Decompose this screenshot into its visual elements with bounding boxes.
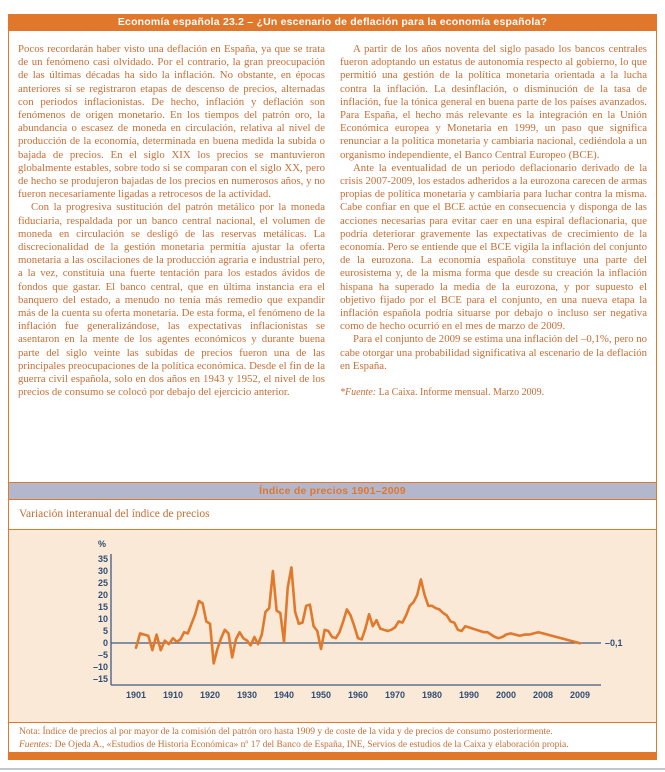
axis-tick-label: 25: [97, 578, 108, 588]
axis-tick-label: 0: [102, 638, 108, 648]
axis-tick-label: 1960: [347, 690, 369, 700]
axis-tick-label: 1940: [273, 690, 295, 700]
note-text: Nota: Índice de precios al por mayor de la comisión del patrón oro hasta 1909 y de coste de la vida y de precios de consumo posteriormente.: [19, 727, 553, 737]
figure-note-line: [19, 726, 646, 739]
axis-tick-label: 1910: [162, 690, 184, 700]
axis-tick-label: 1980: [421, 690, 443, 700]
price-index-chart: [9, 530, 656, 723]
sources-text: De Ojeda A., «Estudios de Historia Económica» nº 17 del Banco de España, INE, Servios de estudios de la Caixa y elaboración propia.: [52, 739, 569, 750]
axis-tick-label: 1990: [458, 690, 480, 700]
page-title: Economía española 23.2 – ¿Un escenario de deflación para la economía española?: [117, 16, 548, 28]
article-paragraph: A partir de los años noventa del siglo pasado los bancos centrales fueron adoptando un estatus de autonomía respecto al gobierno, lo que permitió una gestión de la política monetaria orientada a la lucha contra la inflación. La desinflación, o disminución de la tasa de inflación, fue la tónica general en buena parte de los países avanzados. Para España, el hecho más relevante es la integración en la Unión Económica europea y Monetaria en 1999, un paso que significa renunciar a la política monetaria y cambiaria nacional, cediéndola a un organismo independiente, el Banco Central Europeo (BCE).: [340, 43, 647, 161]
axis-tick-label: 1920: [199, 690, 221, 700]
axis-tick-label: 2009: [569, 690, 591, 700]
axis-tick-label: –15: [92, 674, 108, 684]
axis-tick-label: –10: [92, 662, 108, 672]
axis-tick-label: 2008: [532, 690, 554, 700]
axis-tick-label: 1930: [236, 690, 258, 700]
axis-tick-label: –5: [97, 650, 108, 660]
article-column-right: [340, 43, 647, 482]
article-paragraph: Para el conjunto de 2009 se estima una inflación del –0,1%, pero no cabe otorgar una probabilidad significativa al escenario de la deflación en España.: [340, 333, 647, 372]
article-paragraph: Pocos recordarán haber visto una deflación en España, ya que se trata de un fenómeno casi olvidado. Por el contrario, la gran preocupación de las últimas décadas ha sido la inflación. No obstante, en épocas anteriores sí se registraron etapas de descenso de precios, alternadas con periodos inflacionistas. De hecho, inflación y deflación son fenómenos de origen monetario. En los tiempos del patrón oro, la abundancia o escasez de moneda en circulación, relativa al nivel de producción de la economía, determinada en buena medida la subida o bajada de precios. En el siglo XIX los precios se mantuvieron globalmente estables, sobre todo si se comparan con el siglo XX, pero de hecho se produjeron bajadas de los precios en numerosos años, y no fueron necesariamente ligadas a retrocesos de la actividad.: [18, 43, 325, 201]
price-index-chart-svg: [9, 530, 658, 722]
axis-tick-label: 30: [97, 566, 108, 576]
inflation-line: [136, 567, 580, 663]
axis-tick-label: 1901: [125, 690, 147, 700]
footnote-label: *Fuente:: [340, 387, 377, 399]
article-column-left: [18, 43, 325, 482]
axis-tick-label: 5: [102, 626, 108, 636]
article-body: [9, 31, 656, 482]
axis-tick-label: 1970: [384, 690, 406, 700]
last-value-annotation: –0,1: [605, 638, 623, 649]
axis-tick-label: %: [97, 539, 106, 549]
figure-notes: [9, 723, 656, 752]
figure-subtitle: Variación interanual del índice de precios: [9, 500, 656, 530]
sources-label: Fuentes:: [19, 739, 53, 750]
axis-tick-label: 20: [97, 590, 108, 600]
box-frame: [8, 14, 657, 760]
footnote-text: La Caixa. Informe mensual. Marzo 2009.: [376, 387, 545, 399]
page-edge-line: [0, 768, 665, 770]
axis-tick-label: 10: [97, 614, 108, 624]
figure-title-bar: [9, 482, 656, 500]
bottom-orange-strip: [9, 752, 656, 760]
figure-title: Índice de precios 1901–2009: [259, 485, 406, 497]
article-paragraph: Ante la eventualidad de un periodo deflacionario derivado de la crisis 2007-2009, los estados adheridos a la eurozona carecen de armas propias de política monetaria y cambiaria para luchar contra la misma. Cabe confiar en que el BCE actúe en consecuencia y disponga de las acciones necesarias para evitar caer en una espiral deflacionaria, que podría deteriorar gravemente las expectativas de crecimiento de la economía. Pero se entiende que el BCE vigila la inflación del conjunto de la eurozona. La economía española constituye una parte del eurosistema y, de la misma forma que desde su creación la inflación hispana ha superado la media de la eurozona, y por supuesto el objetivo fijado por el BCE para el conjunto, en una nueva etapa la inflación española podría situarse por debajo o incluso ser negativa como de hecho ocurrió en el mes de marzo de 2009.: [340, 161, 647, 333]
axis-tick-label: 35: [97, 554, 108, 564]
box-header-bar: [9, 14, 656, 31]
axis-tick-label: 15: [97, 602, 108, 612]
axis-tick-label: 2000: [495, 690, 517, 700]
article-paragraph: Con la progresiva sustitución del patrón metálico por la moneda fiduciaria, respaldada por un banco central nacional, el volumen de moneda en circulación se desligó de las reservas metálicas. La discrecionalidad de la gestión monetaria permitía ajustar la oferta monetaria a las oscilaciones de la producción agraria e industrial pero, a la vez, constituía una fuerte tentación para los estados ávidos de fondos que gastar. El banco central, que en última instancia era el banquero del estado, a menudo no tenía más remedio que expandir más de la cuenta su oferta monetaria. De esta forma, el fenómeno de la inflación fue generalizándose, las expectativas inflacionistas se asentaron en la mente de los agentes económicos y durante buena parte del siglo veinte las subidas de precios fueron una de las principales preocupaciones de la política económica. Desde el fin de la guerra civil española, solo en dos años en 1943 y 1952, el nivel de los precios de consumo se colocó por debajo del ejercicio anterior.: [18, 201, 325, 399]
axis-tick-label: 1950: [310, 690, 332, 700]
figure-sources-line: [19, 739, 646, 752]
article-footnote: [340, 387, 647, 399]
